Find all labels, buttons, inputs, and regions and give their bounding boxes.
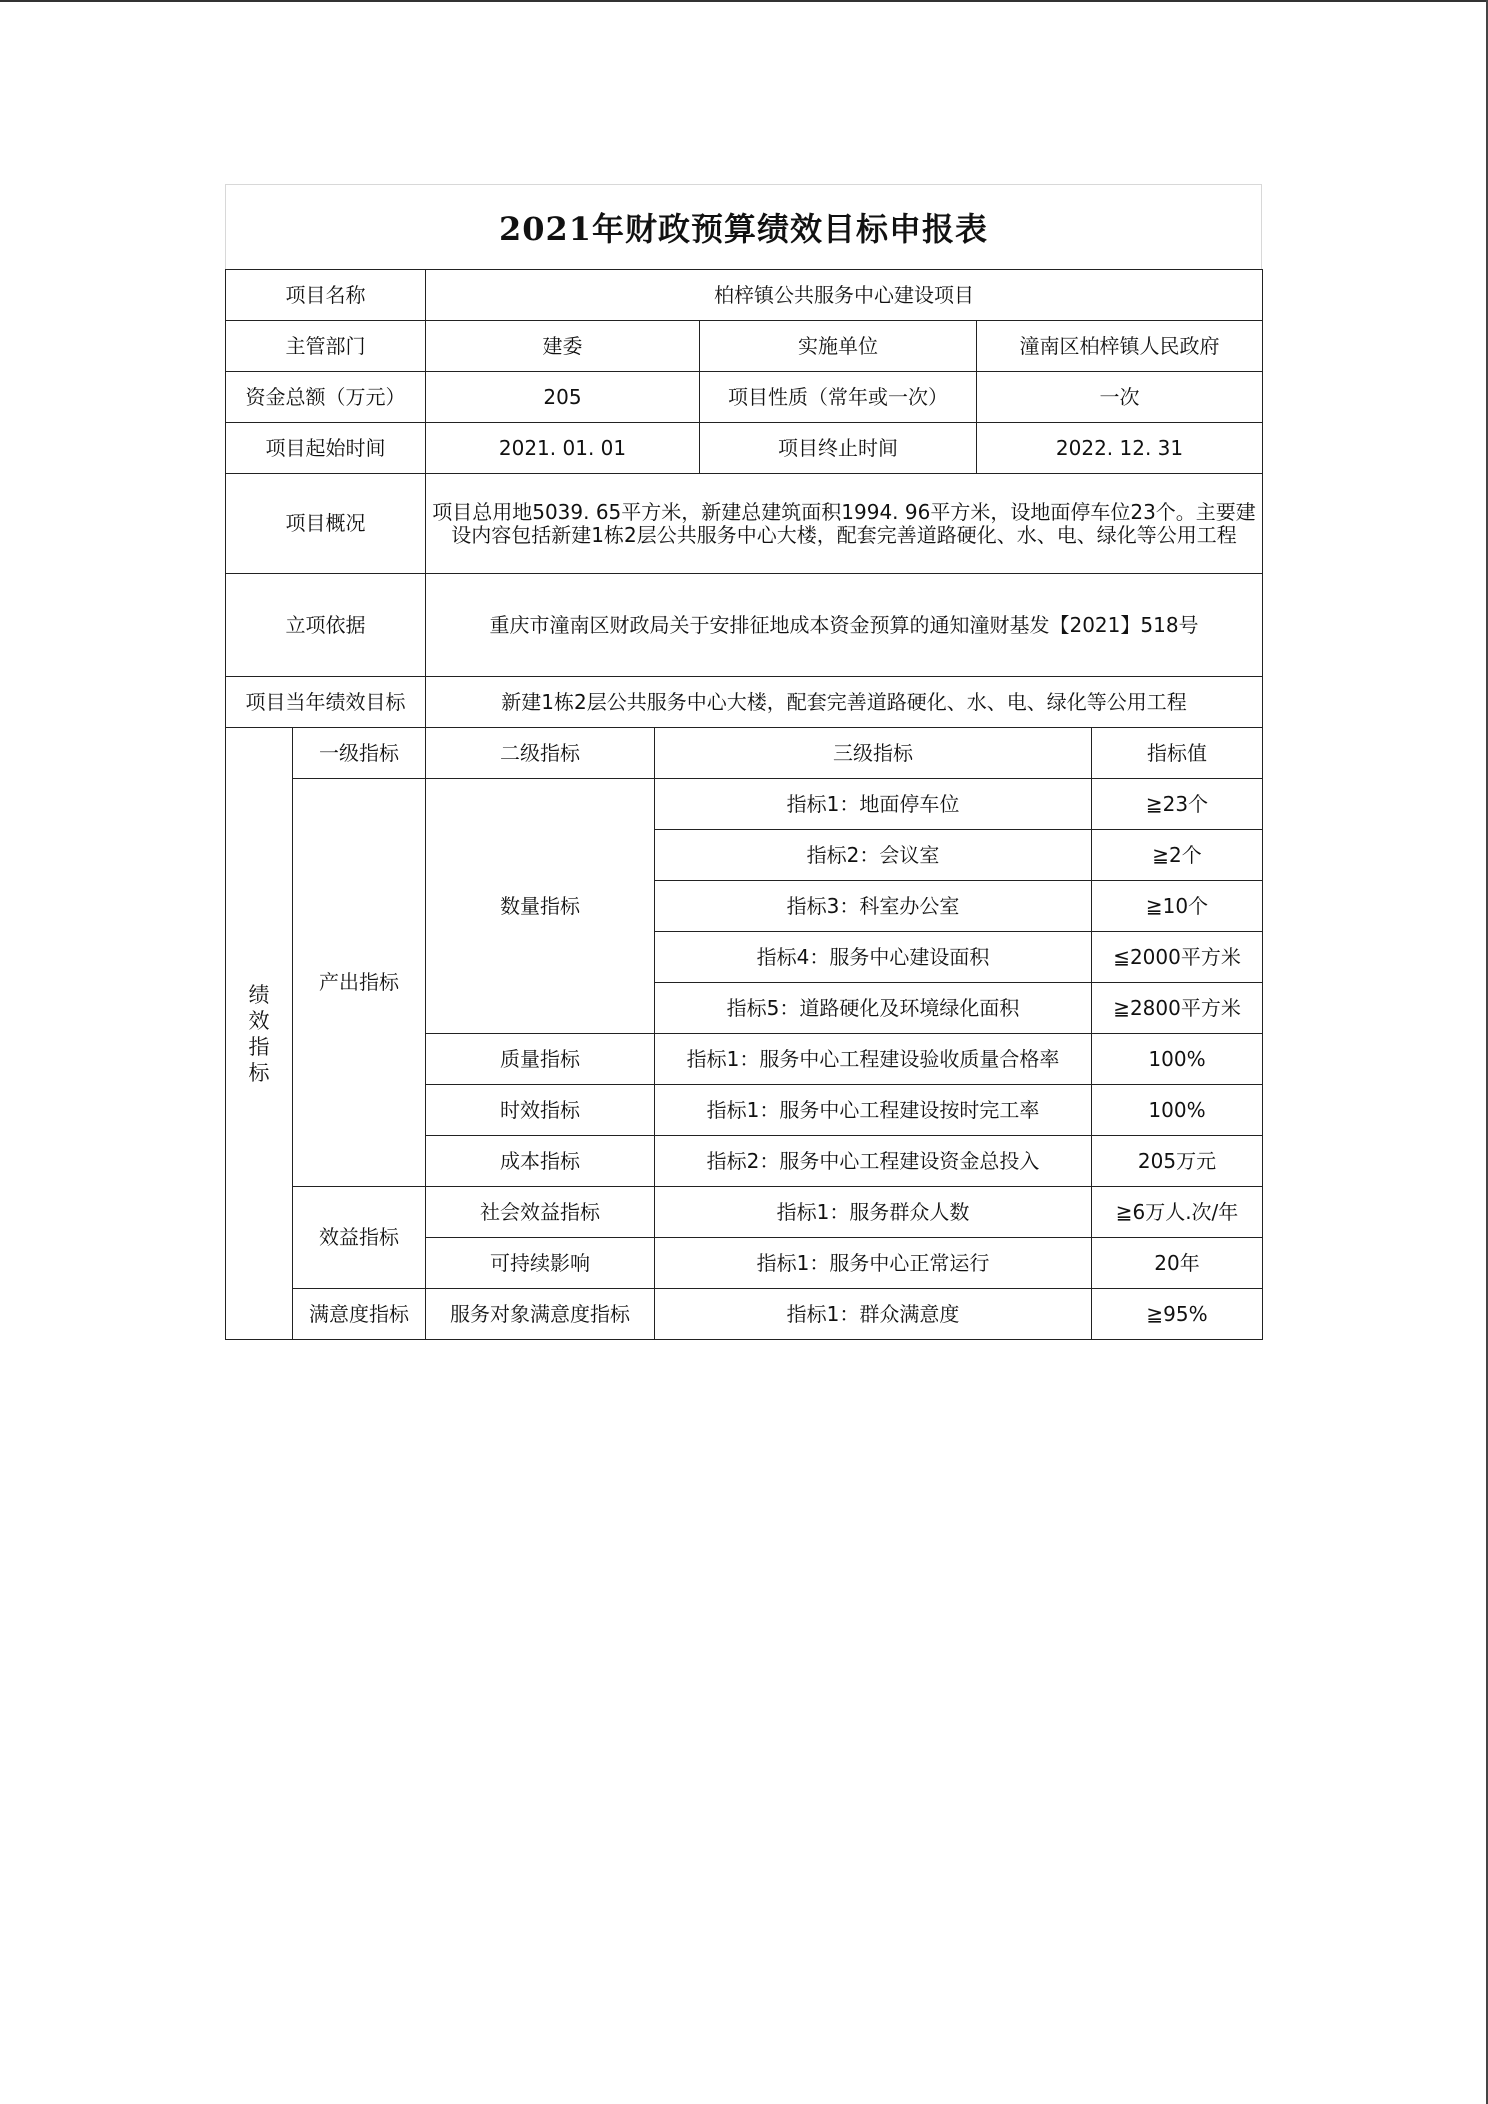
indicator-row [226, 1187, 1263, 1238]
indicator-row [226, 779, 1263, 830]
indicator-item: 指标2：会议室 [655, 830, 1092, 881]
row-overview [226, 474, 1263, 574]
unit-value: 潼南区柏梓镇人民政府 [977, 321, 1263, 372]
indicator-value: 20年 [1092, 1238, 1263, 1289]
col-level2-header: 二级指标 [426, 728, 655, 779]
col-level3-header: 三级指标 [655, 728, 1092, 779]
funds-label: 资金总额（万元） [226, 372, 426, 423]
goal-label: 项目当年绩效目标 [226, 677, 426, 728]
document-title: 2021年财政预算绩效目标申报表 [225, 184, 1262, 269]
overview-value: 项目总用地5039. 65平方米，新建总建筑面积1994. 96平方米，设地面停车位23个。主要建设内容包括新建1栋2层公共服务中心大楼，配套完善道路硬化、水、电、绿化等公用工程 [426, 474, 1263, 574]
output-indicators-label: 产出指标 [293, 779, 426, 1187]
indicator-header-row [226, 728, 1263, 779]
row-basis [226, 574, 1263, 677]
unit-label: 实施单位 [700, 321, 977, 372]
col-level1-header: 一级指标 [293, 728, 426, 779]
nature-value: 一次 [977, 372, 1263, 423]
funds-value: 205 [426, 372, 700, 423]
indicator-value: ≧2800平方米 [1092, 983, 1263, 1034]
budget-form [225, 184, 1262, 1340]
indicator-value: ≦2000平方米 [1092, 932, 1263, 983]
indicator-item: 指标2：服务中心工程建设资金总投入 [655, 1136, 1092, 1187]
quality-indicators-label: 质量指标 [426, 1034, 655, 1085]
row-project-name [226, 270, 1263, 321]
project-name-label: 项目名称 [226, 270, 426, 321]
row-funds [226, 372, 1263, 423]
indicator-item: 指标1：地面停车位 [655, 779, 1092, 830]
sustainability-label: 可持续影响 [426, 1238, 655, 1289]
indicator-item: 指标1：服务中心正常运行 [655, 1238, 1092, 1289]
overview-label: 项目概况 [226, 474, 426, 574]
indicator-value: ≧2个 [1092, 830, 1263, 881]
indicator-row [226, 1289, 1263, 1340]
end-value: 2022. 12. 31 [977, 423, 1263, 474]
indicators-section-text: 绩效指标 [248, 982, 270, 1085]
basis-value: 重庆市潼南区财政局关于安排征地成本资金预算的通知潼财基发【2021】518号 [426, 574, 1263, 677]
col-value-header: 指标值 [1092, 728, 1263, 779]
basis-label: 立项依据 [226, 574, 426, 677]
row-dept [226, 321, 1263, 372]
indicator-item: 指标1：服务中心工程建设验收质量合格率 [655, 1034, 1092, 1085]
nature-label: 项目性质（常年或一次） [700, 372, 977, 423]
indicator-item: 指标5：道路硬化及环境绿化面积 [655, 983, 1092, 1034]
dept-value: 建委 [426, 321, 700, 372]
indicator-value: 100% [1092, 1034, 1263, 1085]
page-top-rule [0, 0, 1488, 2]
cost-indicators-label: 成本指标 [426, 1136, 655, 1187]
project-name-value: 柏梓镇公共服务中心建设项目 [426, 270, 1263, 321]
end-label: 项目终止时间 [700, 423, 977, 474]
indicator-item: 指标3：科室办公室 [655, 881, 1092, 932]
indicator-value: ≧6万人.次/年 [1092, 1187, 1263, 1238]
form-table [225, 269, 1263, 1340]
satisfaction-indicators-label: 满意度指标 [293, 1289, 426, 1340]
indicator-item: 指标1：服务中心工程建设按时完工率 [655, 1085, 1092, 1136]
social-benefit-label: 社会效益指标 [426, 1187, 655, 1238]
start-value: 2021. 01. 01 [426, 423, 700, 474]
start-label: 项目起始时间 [226, 423, 426, 474]
indicator-item: 指标4：服务中心建设面积 [655, 932, 1092, 983]
timeliness-indicators-label: 时效指标 [426, 1085, 655, 1136]
indicator-item: 指标1：服务群众人数 [655, 1187, 1092, 1238]
benefit-indicators-label: 效益指标 [293, 1187, 426, 1289]
indicator-value: 205万元 [1092, 1136, 1263, 1187]
indicators-section-label [226, 728, 293, 1340]
goal-value: 新建1栋2层公共服务中心大楼，配套完善道路硬化、水、电、绿化等公用工程 [426, 677, 1263, 728]
indicator-item: 指标1：群众满意度 [655, 1289, 1092, 1340]
row-goal [226, 677, 1263, 728]
quantity-indicators-label: 数量指标 [426, 779, 655, 1034]
indicator-value: ≧23个 [1092, 779, 1263, 830]
service-satisfaction-label: 服务对象满意度指标 [426, 1289, 655, 1340]
indicator-value: 100% [1092, 1085, 1263, 1136]
dept-label: 主管部门 [226, 321, 426, 372]
indicator-value: ≧95% [1092, 1289, 1263, 1340]
indicator-value: ≧10个 [1092, 881, 1263, 932]
row-dates [226, 423, 1263, 474]
